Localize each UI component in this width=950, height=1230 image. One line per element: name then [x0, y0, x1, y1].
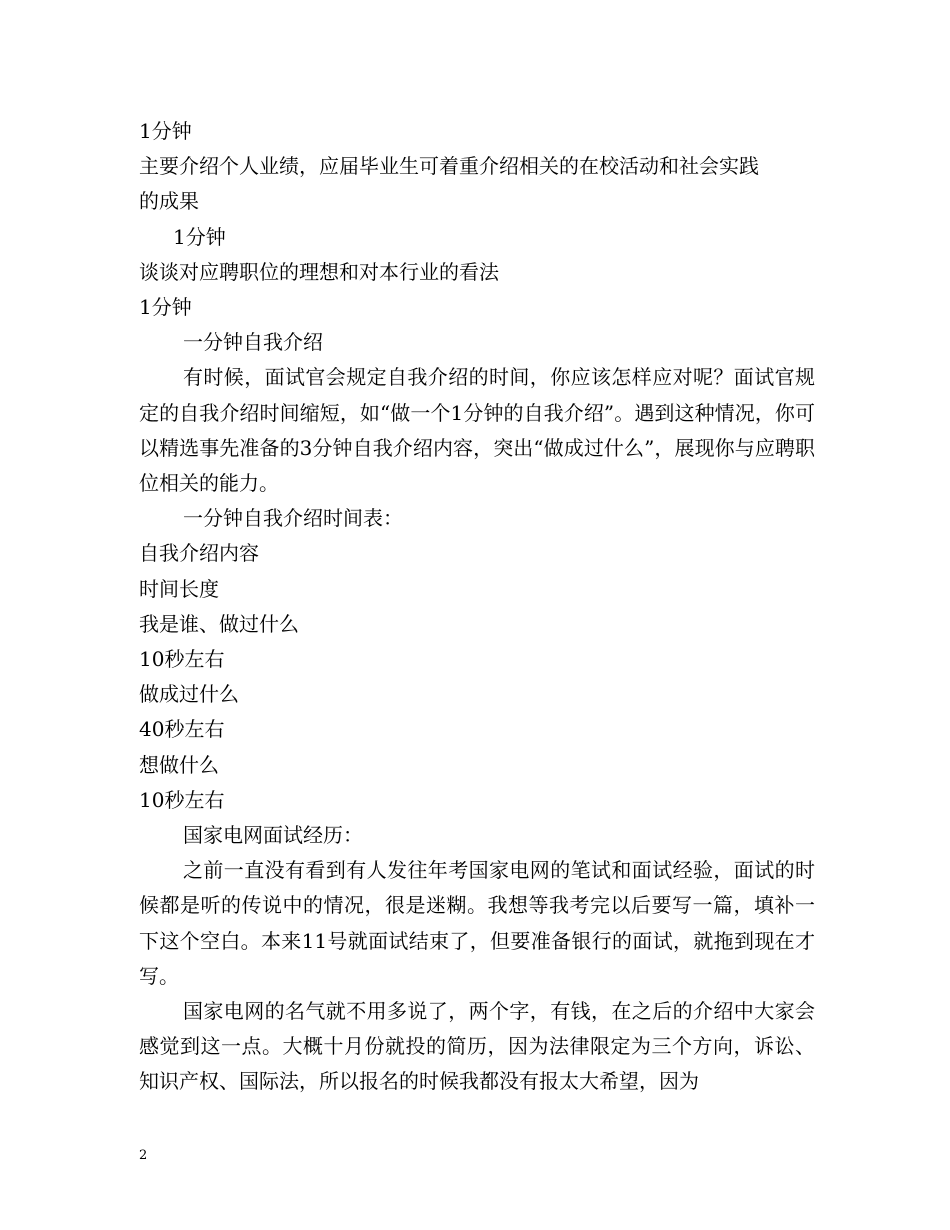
table-cell: 10秒左右: [139, 787, 225, 812]
paragraph: 有时候，面试官会规定自我介绍的时间，你应该怎样应对呢？面试官规定的自我介绍时间缩短，如“做一个1分钟的自我介绍”。遇到这种情况，你可以精选事先准备的3分钟自我介绍内容，突出“做成过什么”，展现你与应聘职位相关的能力。: [139, 365, 815, 496]
section-heading: 一分钟自我介绍: [183, 330, 323, 355]
table-cell: 做成过什么: [139, 682, 239, 707]
page-number: 2: [139, 1148, 148, 1163]
table-cell: 10秒左右: [139, 647, 225, 672]
paragraph: 国家电网的名气就不用多说了，两个字，有钱，在之后的介绍中大家会感觉到这一点。大概十月份就投的简历，因为法律限定为三个方向，诉讼、知识产权、国际法，所以报名的时候我都没有报太大希望，因为: [139, 999, 815, 1094]
text-line: 主要介绍个人业绩，应届毕业生可着重介绍相关的在校活动和社会实践: [139, 154, 759, 179]
table-cell: 时间长度: [139, 576, 219, 601]
table-cell: 自我介绍内容: [139, 541, 259, 566]
text-line: 1分钟: [139, 295, 192, 320]
text-line: 谈谈对应聘职位的理想和对本行业的看法: [139, 259, 499, 284]
paragraph: 之前一直没有看到有人发往年考国家电网的笔试和面试经验，面试的时候都是听的传说中的情况，很是迷糊。我想等我考完以后要写一篇，填补一下这个空白。本来11号就面试结束了，但要准备银行的面试，就拖到现在才写。: [139, 858, 815, 988]
document-body: [139, 114, 815, 1100]
text-line: 1分钟: [139, 119, 192, 143]
table-title: 一分钟自我介绍时间表：: [183, 506, 403, 531]
section-heading: 国家电网面试经历：: [183, 823, 363, 848]
table-cell: 想做什么: [139, 752, 219, 777]
text-line: 1分钟: [173, 224, 226, 249]
table-cell: 我是谁、做过什么: [139, 611, 299, 636]
table-cell: 40秒左右: [139, 717, 225, 742]
text-line: 的成果: [139, 189, 199, 214]
